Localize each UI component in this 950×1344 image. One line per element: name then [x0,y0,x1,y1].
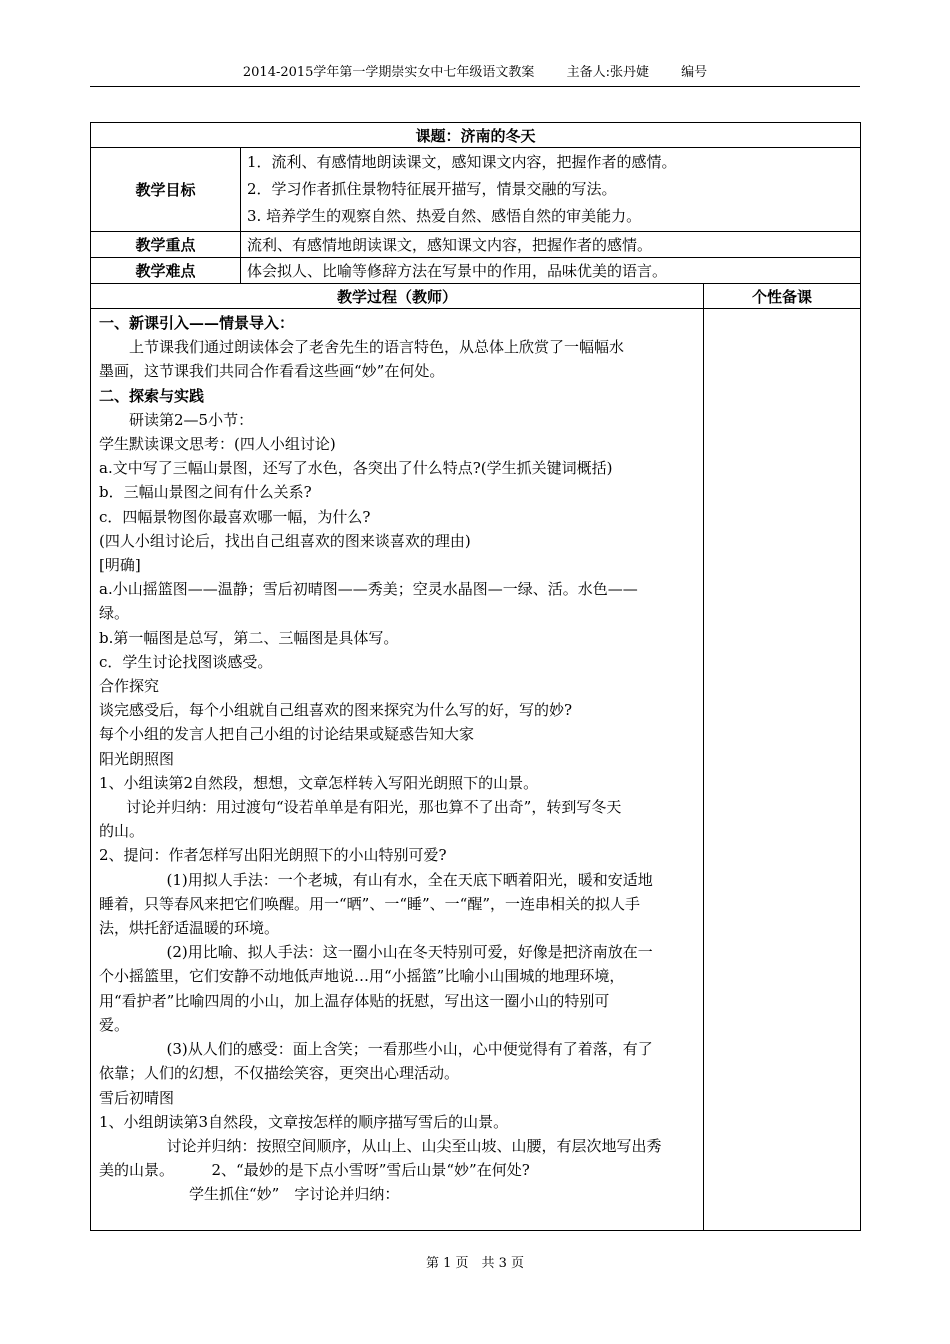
paragraph-line: 学生默读课文思考：(四人小组讨论) [99,435,336,454]
paragraph-line: (2)用比喻、拟人手法：这一圈小山在冬天特别可爱，好像是把济南放在一 [166,943,653,962]
header-number-label: 编号 [681,65,708,80]
paragraph-line: 依靠；人们的幻想，不仅描绘笑容，更突出心理活动。 [99,1064,460,1083]
section-heading: 一、新课引入——情景导入： [99,314,295,332]
paragraph-line: 学生抓住“妙” 字讨论并归纳： [189,1185,400,1204]
paragraph-line: 个小摇篮里，它们安静不动地低声地说…用“小摇篮”比喻小山围城的地理环境， [99,967,625,986]
paragraph-line: c．四幅景物图你最喜欢哪一幅，为什么? [99,507,371,526]
paragraph-line: 每个小组的发言人把自己小组的讨论结果或疑惑告知大家 [99,725,475,744]
difficulty-row [91,258,861,284]
goals-cell [241,148,861,232]
personal-notes-cell [704,309,861,1231]
paragraph-line: 爱。 [99,1015,130,1034]
page-header [90,64,860,87]
goal-item: 3. 培养学生的观察自然、热爱自然、感悟自然的审美能力。 [247,207,642,225]
paragraph-line: 谈完感受后，每个小组就自己组喜欢的图来探究为什么写的好，写的妙? [99,701,573,720]
paragraph-line: a.小山摇篮图——温静；雪后初晴图——秀美；空灵水晶图—一绿、活。水色—— [99,580,638,599]
personal-label: 个性备课 [704,284,861,309]
difficulty-label: 教学难点 [91,258,241,284]
goal-item: 2．学习作者抓住景物特征展开描写，情景交融的写法。 [247,180,617,198]
paragraph-line: 合作探究 [99,677,160,696]
paragraph-line: 2、提问：作者怎样写出阳光朗照下的小山特别可爱? [99,846,447,865]
paragraph-line: 讨论并归纳：按照空间顺序，从山上、山尖至山坡、山腰，有层次地写出秀 [166,1136,662,1155]
key-content: 流利、有感情地朗读课文，感知课文内容，把握作者的感情。 [241,232,861,258]
lesson-plan-table [90,122,861,1231]
paragraph-line: 讨论并归纳：用过渡句“设若单单是有阳光，那也算不了出奇”，转到写冬天 [126,798,622,817]
process-label: 教学过程（教师） [91,284,704,309]
paragraph-line: 阳光朗照图 [99,749,175,768]
process-content [91,309,704,1231]
paragraph-line: 法，烘托舒适温暖的环境。 [99,919,280,938]
paragraph-line: 墨画，这节课我们共同合作看看这些画“妙”在何处。 [99,362,445,381]
goals-row [91,148,861,232]
process-body-row [91,309,861,1231]
section-heading: 二、探索与实践 [99,386,205,405]
paragraph-line: b．三幅山景图之间有什么关系? [99,483,312,502]
title-row [91,123,861,148]
goal-item: 1．流利、有感情地朗读课文，感知课文内容，把握作者的感情。 [247,153,677,171]
paragraph-line: 雪后初晴图 [99,1088,175,1107]
paragraph-line: c．学生讨论找图谈感受。 [99,652,273,671]
paragraph-line: 用“看护者”比喻四周的小山，加上温存体贴的抚慰，写出这一圈小山的特别可 [99,991,610,1010]
paragraph-line: 睡着，只等春风来把它们唤醒。用一“晒”、一“睡”、一“醒”，一连串相关的拟人手 [99,894,641,913]
paragraph-line: (四人小组讨论后，找出自己组喜欢的图来谈喜欢的理由) [99,531,471,550]
key-label: 教学重点 [91,232,241,258]
lesson-title: 课题：济南的冬天 [91,123,861,148]
paragraph-line: 绿。 [99,604,130,623]
page-footer: 第 1 页 共 3 页 [425,1256,525,1271]
header-preparer: 主备人:张丹婕 [566,65,649,80]
paragraph-line: 1、小组读第2自然段，想想，文章怎样转入写阳光朗照下的山景。 [99,773,539,792]
difficulty-content: 体会拟人、比喻等修辞方法在写景中的作用，品味优美的语言。 [241,258,861,284]
paragraph-line: 1、小组朗读第3自然段，文章按怎样的顺序描写雪后的山景。 [99,1112,509,1131]
paragraph-line: 研读第2—5小节： [129,410,254,429]
process-header-row [91,284,861,309]
paragraph-line: b.第一幅图是总写，第二、三幅图是具体写。 [99,628,399,647]
paragraph-line: (1)用拟人手法：一个老城，有山有水，全在天底下晒着阳光，暖和安适地 [166,870,653,889]
header-title: 2014-2015学年第一学期崇实女中七年级语文教案 [242,65,535,80]
goals-label: 教学目标 [91,148,241,232]
paragraph-line: 美的山景。 2、“最妙的是下点小雪呀”雪后山景“妙”在何处? [99,1161,530,1180]
key-row [91,232,861,258]
paragraph-line: 的山。 [99,822,145,841]
paragraph-line: (3)从人们的感受：面上含笑；一看那些小山，心中便觉得有了着落，有了 [166,1040,653,1059]
paragraph-line: 上节课我们通过朗读体会了老舍先生的语言特色，从总体上欣赏了一幅幅水 [129,338,625,357]
paragraph-line: a.文中写了三幅山景图，还写了水色，各突出了什么特点?(学生抓关键词概括) [99,459,613,478]
paragraph-line: [明确] [99,556,141,575]
